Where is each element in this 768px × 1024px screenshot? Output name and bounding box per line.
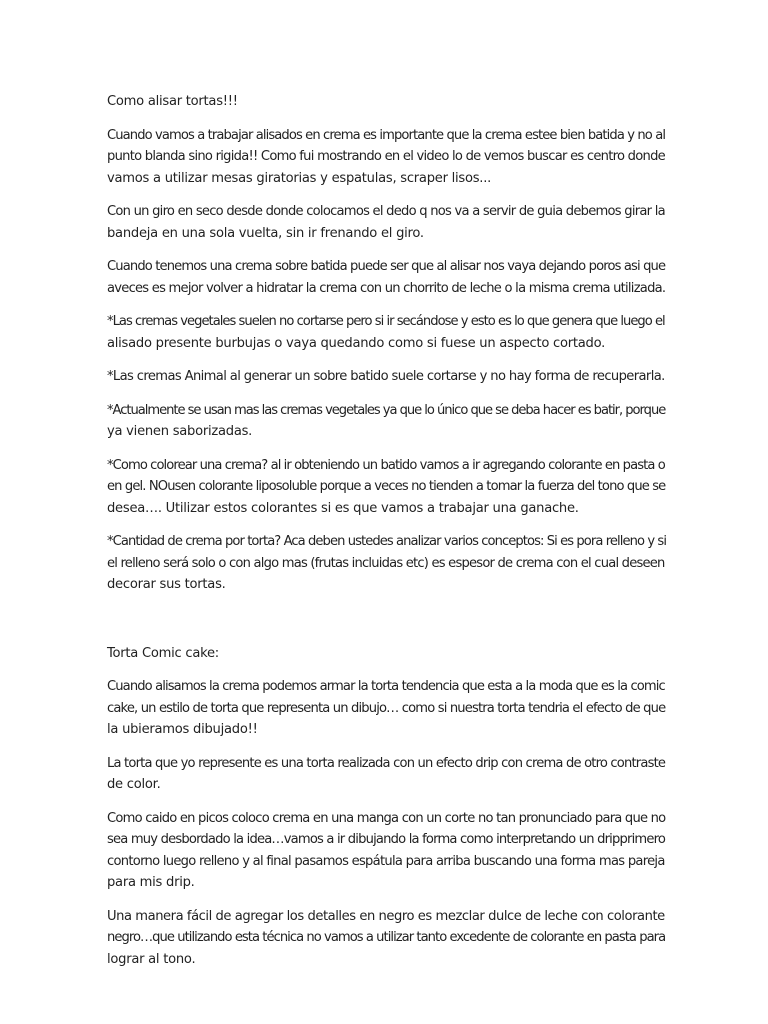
paragraph [107,366,665,388]
paragraph [107,311,665,354]
paragraph [107,531,665,596]
text-line: desea…. Utilizar estos colorantes si es que vamos a trabajar una ganache. [107,500,579,516]
document-page [107,91,665,982]
paragraph [107,906,665,971]
text-line: decorar sus tortas. [107,577,226,592]
paragraph [107,125,665,190]
text-line: Como caido en picos coloco crema en una manga con un corte no tan pronunciado para que no [107,810,666,826]
subtitle-text: Torta Comic cake: [107,645,219,661]
text-line: *Como colorear una crema? al ir obteniendo un batido vamos a ir agregando colorante en pasta o [107,457,665,473]
text-line: ya vienen saborizadas. [107,424,253,439]
text-line: Una manera fácil de agregar los detalles en negro es mezclar dulce de leche con colorante [107,908,665,924]
text-line: el relleno será solo o con algo mas (frutas incluidas etc) es espesor de crema con el cual deseen [107,555,665,571]
paragraph [107,400,665,443]
paragraph [107,201,665,244]
text-line: contorno luego relleno y al final pasamos espátula para arriba buscando una forma mas pareja [107,853,665,869]
section-subtitle [107,643,665,665]
text-line: lograr al tono. [107,951,196,967]
text-line: sea muy desbordado la idea…vamos a ir dibujando la forma como interpretando un dripprimero [107,832,666,847]
section-spacer [107,608,665,643]
text-line: negro…que utilizando esta técnica no vamos a utilizar tanto excedente de colorante en pasta para [107,930,666,945]
text-line: aveces es mejor volver a hidratar la crema con un chorrito de leche o la misma crema utilizada. [107,280,666,296]
section-alisar [107,125,665,596]
text-line: Cuando tenemos una crema sobre batida puede ser que al alisar nos vaya dejando poros asi que [107,259,666,274]
text-line: *Las cremas vegetales suelen no cortarse pero si ir secándose y esto es lo que genera que luego el [107,314,665,329]
paragraph [107,753,665,796]
text-line: Cuando alisamos la crema podemos armar la torta tendencia que esta a la moda que es la comic [107,679,665,694]
paragraph [107,455,665,520]
text-line: Cuando vamos a trabajar alisados en crema es importante que la crema estee bien batida y no al [107,127,666,143]
document-title [107,91,665,113]
title-text: Como alisar tortas!!! [107,94,238,109]
text-line: en gel. NOusen colorante liposoluble porque a veces no tienden a tomar la fuerza del tono que se [107,479,666,494]
text-line: Con un giro en seco desde donde colocamos el dedo q nos va a servir de guia debemos girar la [107,204,665,219]
text-line: *Cantidad de crema por torta? Aca deben ustedes analizar varios conceptos: Si es pora relleno y si [107,534,667,549]
text-line: alisado presente burbujas o vaya quedando como si fuese un aspecto cortado. [107,335,606,351]
paragraph [107,256,665,299]
text-line: bandeja en una sola vuelta, sin ir frenando el giro. [107,225,424,241]
text-line: *Las cremas Animal al generar un sobre batido suele cortarse y no hay forma de recuperarla. [107,369,665,384]
text-line: de color. [107,777,161,792]
text-line: cake, un estilo de torta que representa un dibujo… como si nuestra torta tendria el efecto de que [107,700,666,716]
text-line: *Actualmente se usan mas las cremas vegetales ya que lo único que se deba hacer es batir, porque [107,402,666,418]
paragraph [107,676,665,741]
section-comic-cake [107,676,665,970]
text-line: La torta que yo represente es una torta realizada con un efecto drip con crema de otro contraste [107,755,666,771]
text-line: la ubieramos dibujado!! [107,722,258,737]
text-line: para mis drip. [107,875,195,890]
text-line: punto blanda sino rigida!! Como fui mostrando en el video lo de vemos buscar es centro donde [107,149,665,164]
text-line: vamos a utilizar mesas giratorias y espatulas, scraper lisos... [107,170,492,186]
paragraph [107,808,665,894]
